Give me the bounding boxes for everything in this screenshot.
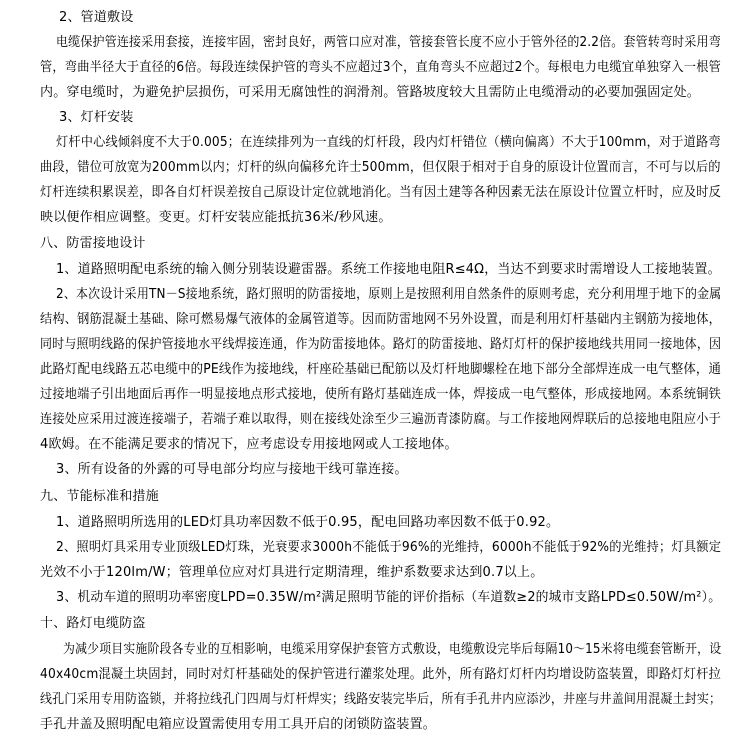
paragraph-line: 2、本次设计采用TN－S接地系统，路灯照明的防雷接地，原则上是按照利用自然条件的原则考虑，充分利用埋于地下的金属 (56, 287, 722, 302)
chapter-heading: 十、路灯电缆防盗 (40, 616, 146, 631)
paragraph-line: 1、道路照明配电系统的输入侧分别装设避雷器。系统工作接地电阻R≤4Ω，当达不到要求时需增设人工接地装置。 (56, 262, 721, 277)
paragraph-line: 结构、钢筋混凝土基础、除可燃易爆气液体的金属管道等。因而防雷地网不另外设置，而是利用灯杆基础内主钢筋为接地体， (40, 312, 722, 327)
paragraph-line: 3、机动车道的照明功率密度LPD=0.35W/m²满足照明节能的评价指标（车道数≥2的城市支路LPD≤0.50W/m²）。 (56, 590, 722, 605)
paragraph-line: 手孔井盖及照明配电箱应设置需使用专用工具开启的闭锁防盗装置。 (40, 717, 437, 732)
paragraph-line: 内。穿电缆时，为避免护层损伤，可采用无腐蚀性的润滑剂。管路坡度较大且需防止电缆滑动的必要加强固定处。 (40, 85, 701, 100)
paragraph-line: 1、道路照明所选用的LED灯具功率因数不低于0.95，配电回路功率因数不低于0.92。 (56, 515, 560, 530)
paragraph-line: 映以便作相应调整。变更。灯杆安装应能抵抗36米/秒风速。 (40, 210, 392, 225)
section-heading: 3、灯杆安装 (59, 110, 134, 125)
section-heading: 2、管道敷设 (59, 10, 134, 25)
paragraph-line: 电缆保护管连接采用套接，连接牢固，密封良好，两管口应对准，管接套管长度不应小于管外径的2.2倍。套管转弯时采用弯 (56, 35, 721, 50)
paragraph-line: 管，弯曲半径大于直径的6倍。每段连续保护管的弯头不应超过3个，直角弯头不应超过2个。每根电力电缆宜单独穿入一根管 (40, 60, 722, 75)
paragraph-line: 灯杆中心线倾斜度不大于0.005；在连续排列为一直线的灯杆段，段内灯杆错位（横向偏离）不大于100mm，对于道路弯 (56, 135, 721, 150)
paragraph-line: 4欧姆。在不能满足要求的情况下，应考虑设专用接地网或人工接地体。 (40, 437, 458, 452)
paragraph-line: 为减少项目实施阶段各专业的互相影响，电缆采用穿保护套管方式敷设，电缆敷设完毕后每隔10～15米将电缆套管断开，设 (63, 642, 722, 657)
paragraph-line: 过接地端子引出地面后再作一明显接地点形式接地，使所有路灯基础连成一体，焊接成一电气整体，形成接地网。本系统铜铁 (40, 387, 722, 402)
paragraph-line: 连接处应采用过渡连接端子，若端子难以取得，则在接线处涂至少三遍沥青漆防腐。与工作接地网焊联后的总接地电阻应小于 (40, 412, 722, 427)
paragraph-line: 光效不小于120lm/W；管理单位应对灯具进行定期清理，维护系数要求达到0.7以上。 (40, 565, 544, 580)
paragraph-line: 线孔门采用专用防盗锁，并将拉线孔门四周与灯杆焊实；线路安装完毕后，所有手孔井内应添沙，井座与井盖间用混凝土封实； (40, 692, 722, 707)
paragraph-line: 曲段，错位可放宽为200mm以内；灯杆的纵向偏移允许士500mm，但仅限于相对于自身的原设计位置而言，不可与以后的 (40, 160, 721, 175)
paragraph-line: 同时与照明线路的保护管接地水平线焊接连通，作为防雷接地体。路灯的防雷接地、路灯灯杆的保护接地线共用同一接地体，因 (40, 337, 722, 352)
paragraph-line: 此路灯配电线路五芯电缆中的PE线作为接地线，杆座砼基础已配筋以及灯杆地脚螺栓在地下部分全部焊连成一电气整体，通 (40, 362, 722, 377)
paragraph-line: 2、照明灯具采用专业顶级LED灯珠，光衰要求3000h不能低于96%的光维持，6000h不能低于92%的光维持；灯具额定 (56, 540, 722, 555)
paragraph-line: 3、所有设备的外露的可导电部分均应与接地干线可靠连接。 (56, 462, 408, 477)
paragraph-line: 灯杆连续积累误差，即各自灯杆误差按自己原设计定位就地消化。当有因土建等各种因素无法在原设计位置立杆时，应及时反 (40, 185, 722, 200)
paragraph-line: 40x40cm混凝土块固封，同时对灯杆基础处的保护管进行灌浆处理。此外，所有路灯灯杆内均增设防盗装置，即路灯灯杆拉 (40, 667, 721, 682)
chapter-heading: 八、防雷接地设计 (40, 236, 146, 251)
chapter-heading: 九、节能标准和措施 (40, 489, 159, 504)
